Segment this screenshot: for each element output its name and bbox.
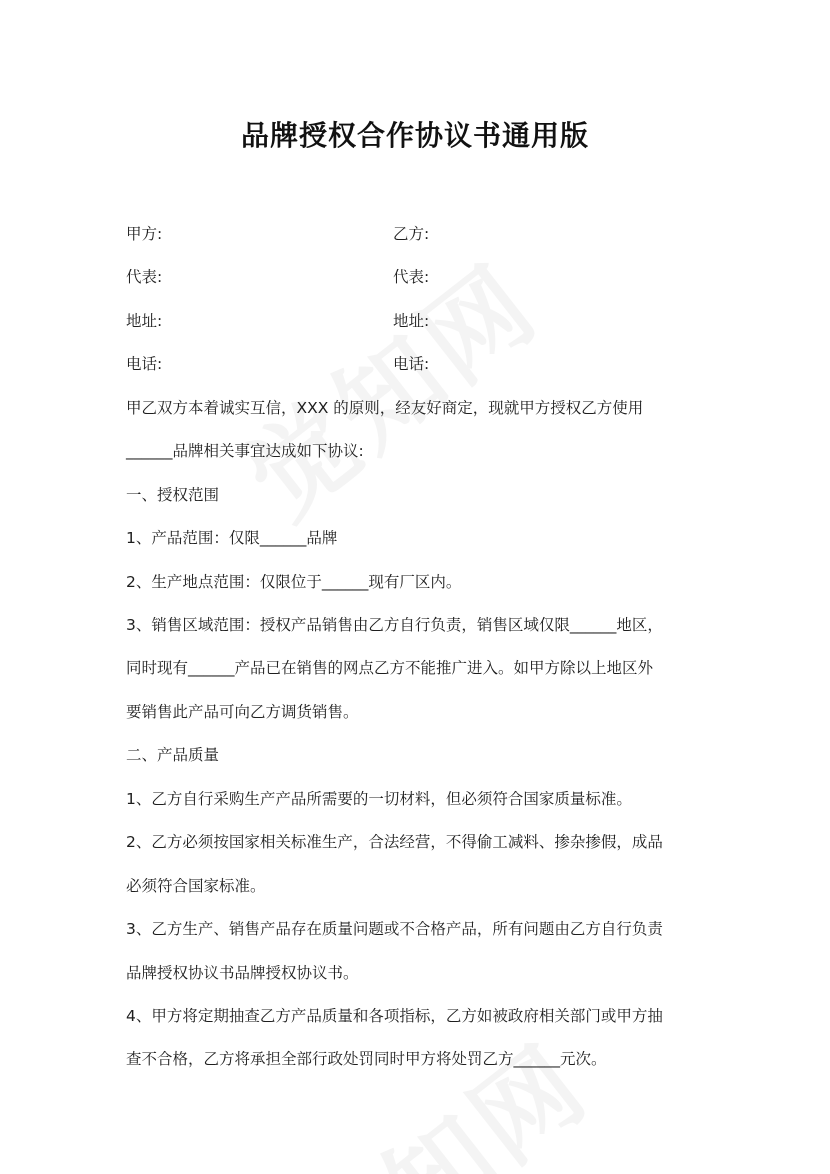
party-a-phone-label: 电话: xyxy=(126,355,163,373)
paragraph-line: 1、乙方自行采购生产产品所需要的一切材料，但必须符合国家质量标准。 xyxy=(126,790,632,808)
paragraph-line: 3、乙方生产、销售产品存在质量问题或不合格产品，所有问题由乙方自行负责 xyxy=(126,920,663,938)
party-a-address-label: 地址: xyxy=(126,312,163,330)
paragraph-line: 3、销售区域范围：授权产品销售由乙方自行负责，销售区域仅限______地区， xyxy=(126,616,663,634)
party-b-rep-label: 代表: xyxy=(393,268,430,286)
paragraph-line: 必须符合国家标准。 xyxy=(126,877,266,895)
paragraph-line: 要销售此产品可向乙方调货销售。 xyxy=(126,703,359,721)
section-heading-product-quality: 二、产品质量 xyxy=(126,746,220,764)
paragraph-line: 1、产品范围：仅限______品牌 xyxy=(126,529,338,547)
document-title: 品牌授权合作协议书通用版 xyxy=(240,119,589,152)
paragraph-line: 查不合格，乙方将承担全部行政处罚同时甲方将处罚乙方______元次。 xyxy=(126,1050,607,1068)
paragraph-line: 同时现有______产品已在销售的网点乙方不能推广进入。如甲方除以上地区外 xyxy=(126,659,654,677)
party-a-rep-label: 代表: xyxy=(126,268,163,286)
paragraph-line: 品牌授权协议书品牌授权协议书。 xyxy=(126,964,359,982)
watermark-bottom xyxy=(261,1004,669,1174)
party-b-name-label: 乙方: xyxy=(393,225,430,243)
paragraph-line: 4、甲方将定期抽查乙方产品质量和各项指标，乙方如被政府相关部门或甲方抽 xyxy=(126,1007,663,1025)
paragraph-line: 2、生产地点范围：仅限位于______现有厂区内。 xyxy=(126,573,462,591)
party-a-name-label: 甲方: xyxy=(126,225,163,243)
paragraph-line: 甲乙双方本着诚实互信，XXX 的原则，经友好商定，现就甲方授权乙方使用 xyxy=(126,399,644,417)
party-b-address-label: 地址: xyxy=(393,312,430,330)
party-b-phone-label: 电话: xyxy=(393,355,430,373)
section-heading-authorization-scope: 一、授权范围 xyxy=(126,486,220,504)
paragraph-line: ______品牌相关事宜达成如下协议: xyxy=(126,442,364,460)
paragraph-line: 2、乙方必须按国家相关标准生产，合法经营，不得偷工减料、掺杂掺假，成品 xyxy=(126,833,663,851)
